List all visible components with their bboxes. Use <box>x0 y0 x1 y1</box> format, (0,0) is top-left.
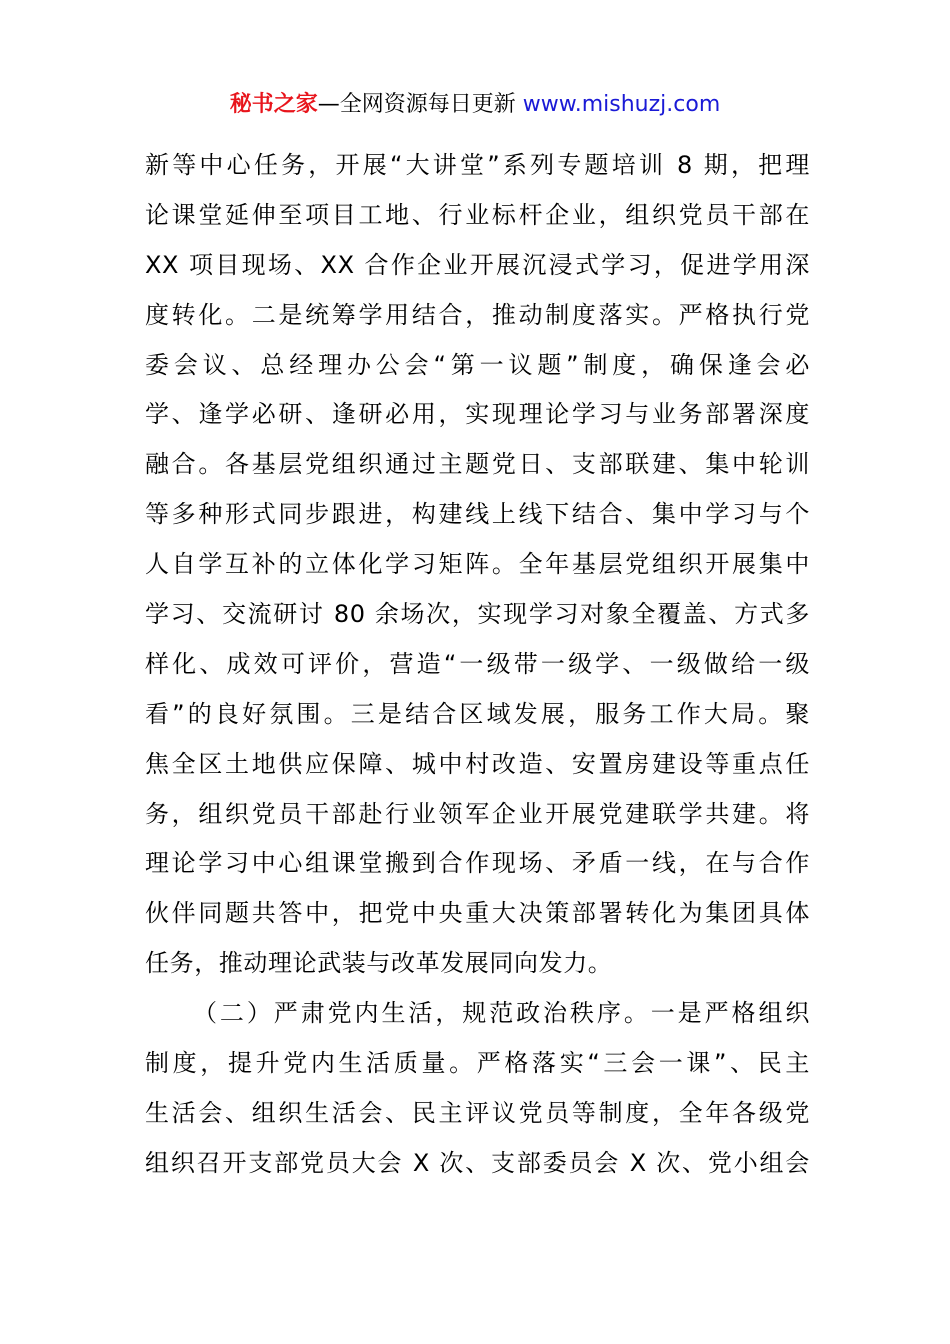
text-line: 新等中心任务，开展“大讲堂”系列专题培训 8 期，把理 <box>145 151 810 179</box>
text-line: 样化、成效可评价，营造“一级带一级学、一级做给一级 <box>145 649 810 678</box>
page-header <box>0 88 950 122</box>
text-line: 人自学互补的立体化学习矩阵。全年基层党组织开展集中 <box>145 550 810 579</box>
text-line: 融合。各基层党组织通过主题党日、支部联建、集中轮训 <box>145 450 810 479</box>
text-line: 论课堂延伸至项目工地、行业标杆企业，组织党员干部在 <box>145 200 810 229</box>
text-line: 焦全区土地供应保障、城中村改造、安置房建设等重点任 <box>145 749 810 778</box>
section-heading-line: （二）严肃党内生活，规范政治秩序。一是严格组织 <box>193 999 810 1028</box>
paragraph-end-line: 任务，推动理论武装与改革发展同向发力。 <box>145 949 613 978</box>
text-line: 理论学习中心组课堂搬到合作现场、矛盾一线，在与合作 <box>145 849 810 878</box>
text-line: 务，组织党员干部赴行业领军企业开展党建联学共建。将 <box>145 799 810 828</box>
text-line: 学习、交流研讨 80 余场次，实现学习对象全覆盖、方式多 <box>145 600 810 629</box>
site-url-link[interactable]: www.mishuzj.com <box>522 92 721 117</box>
site-brand: 秘书之家 <box>229 92 318 117</box>
text-line: 委会议、总经理办公会“第一议题”制度，确保逢会必 <box>145 350 810 379</box>
text-line: XX 项目现场、XX 合作企业开展沉浸式学习，促进学用深 <box>145 250 810 279</box>
site-tagline: —全网资源每日更新 <box>317 92 523 117</box>
document-body <box>145 141 810 1189</box>
text-line: 生活会、组织生活会、民主评议党员等制度，全年各级党 <box>145 1098 810 1127</box>
text-line: 组织召开支部党员大会 X 次、支部委员会 X 次、党小组会 <box>145 1148 810 1177</box>
text-line: 等多种形式同步跟进，构建线上线下结合、集中学习与个 <box>145 500 810 529</box>
text-line: 制度，提升党内生活质量。严格落实“三会一课”、民主 <box>145 1049 810 1078</box>
text-line: 看”的良好氛围。三是结合区域发展，服务工作大局。聚 <box>145 699 810 728</box>
text-line: 学、逢学必研、逢研必用，实现理论学习与业务部署深度 <box>145 400 810 429</box>
text-line: 度转化。二是统筹学用结合，推动制度落实。严格执行党 <box>145 300 810 329</box>
text-line: 伙伴同题共答中，把党中央重大决策部署转化为集团具体 <box>145 899 810 928</box>
